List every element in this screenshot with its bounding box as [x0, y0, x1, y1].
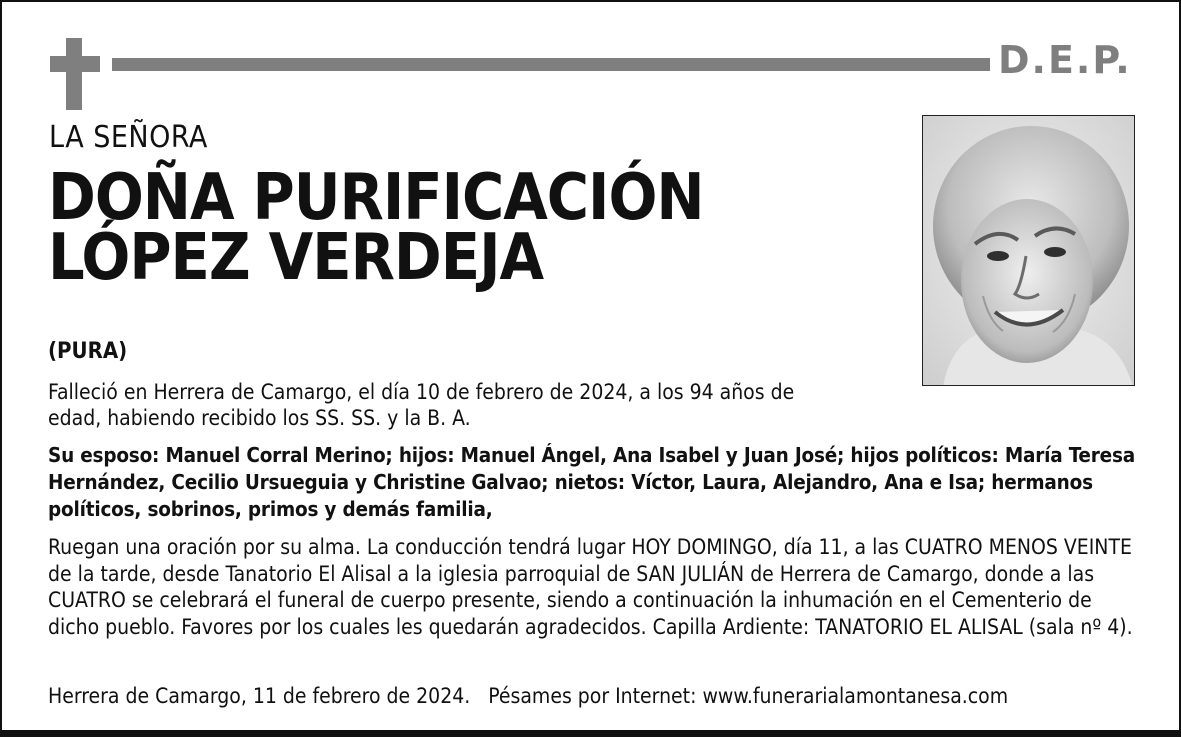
dep-label: D.E.P. — [998, 38, 1132, 82]
name-line-2: LÓPEZ VERDEJA — [48, 221, 544, 295]
honorific-label: LA SEÑORA — [49, 120, 208, 155]
ceremony-paragraph: Ruegan una oración por su alma. La conducción tendrá lugar HOY DOMINGO, día 11, a las CUATRO MENOS VEINTE de la tarde, desde Tanatorio El Alisal a la iglesia parroquial de SAN JULIÁN de Herrera de Camargo, donde a las CUATRO se celebrará el funeral de cuerpo presente, siendo a continuación la inhumación en el Cementerio de dicho pueblo. Favores por los cuales les quedarán agradecidos. Capilla Ardiente: TANATORIO EL ALISAL (sala nº 4). — [48, 535, 1133, 639]
deceased-name — [48, 161, 704, 295]
death-notice-paragraph: Falleció en Herrera de Camargo, el día 10 de febrero de 2024, a los 94 años de edad, habiendo recibido los SS. SS. y la B. A. — [48, 380, 795, 430]
family-paragraph: Su esposo: Manuel Corral Merino; hijos: Manuel Ángel, Ana Isabel y Juan José; hijos políticos: María Teresa Hernández, Cecilio Ursueguia y Christine Galvao; nietos: Víctor, Laura, Alejandro, Ana e Isa; hermanos políticos, sobrinos, primos y demás familia, — [48, 443, 1135, 521]
nickname: (PURA) — [48, 339, 128, 364]
header-rule — [112, 58, 990, 71]
portrait-photo — [922, 115, 1135, 386]
name-line-1: DOÑA PURIFICACIÓN — [48, 161, 704, 235]
footer-line: Herrera de Camargo, 11 de febrero de 2024. Pésames por Internet: www.funerarialamontanesa.com — [48, 684, 1009, 708]
